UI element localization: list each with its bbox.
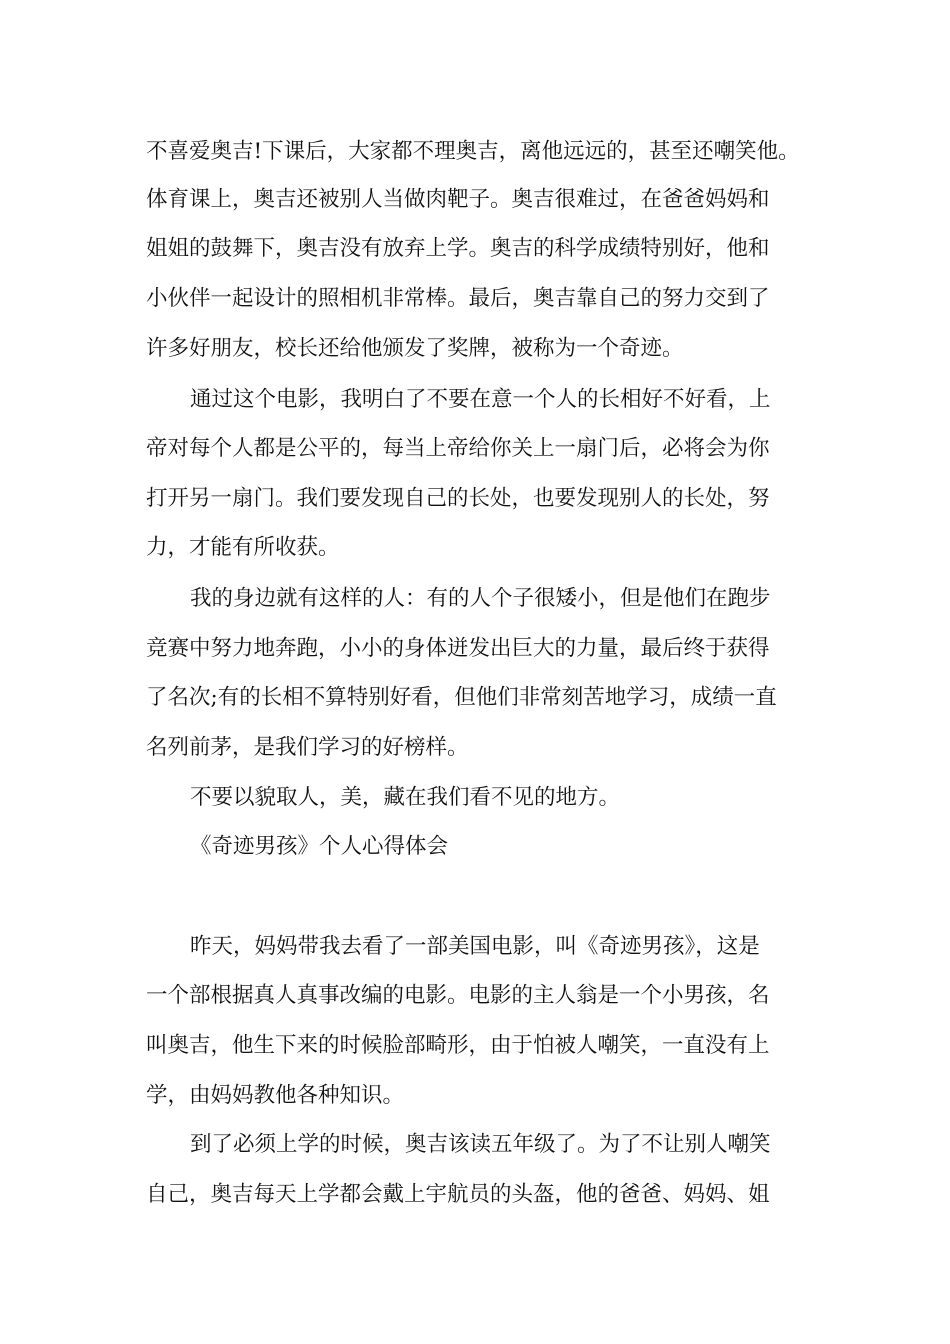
- paragraph-start-line: 通过这个电影，我明白了不要在意一个人的长相好不好看，上: [190, 387, 771, 412]
- body-line: 学，由妈妈教他各种知识。: [146, 1083, 405, 1108]
- paragraph-start-line: 我的身边就有这样的人：有的人个子很矮小，但是他们在跑步: [190, 586, 771, 611]
- body-line: 许多好朋友，校长还给他颁发了奖牌，被称为一个奇迹。: [146, 336, 684, 361]
- body-line: 了名次;有的长相不算特别好看，但他们非常刻苦地学习，成绩一直: [146, 685, 777, 710]
- paragraph-start-line: 不要以貌取人，美，藏在我们看不见的地方。: [190, 785, 621, 810]
- body-line: 自己，奥吉每天上学都会戴上宇航员的头盔，他的爸爸、妈妈、姐: [146, 1182, 770, 1207]
- body-line: 姐姐的鼓舞下，奥吉没有放弃上学。奥吉的科学成绩特别好，他和: [146, 236, 770, 261]
- body-line: 小伙伴一起设计的照相机非常棒。最后，奥吉靠自己的努力交到了: [146, 286, 770, 311]
- body-line: 帝对每个人都是公平的，每当上帝给你关上一扇门后，必将会为你: [146, 436, 770, 461]
- body-line: 一个部根据真人真事改编的电影。电影的主人翁是一个小男孩，名: [146, 983, 770, 1008]
- body-line: 力，才能有所收获。: [146, 535, 340, 560]
- body-line: 竞赛中努力地奔跑，小小的身体迸发出巨大的力量，最后终于获得: [146, 636, 770, 661]
- paragraph-start-line: 到了必须上学的时候，奥吉该读五年级了。为了不让别人嘲笑: [190, 1132, 771, 1157]
- body-line: 体育课上，奥吉还被别人当做肉靶子。奥吉很难过，在爸爸妈妈和: [146, 187, 770, 212]
- paragraph-start-line: 昨天，妈妈带我去看了一部美国电影，叫《奇迹男孩》，这是: [190, 934, 760, 959]
- body-line: 打开另一扇门。我们要发现自己的长处，也要发现别人的长处，努: [146, 486, 770, 511]
- body-line: 不喜爱奥吉!下课后，大家都不理奥吉，离他远远的，甚至还嘲笑他。: [146, 139, 800, 164]
- body-line: 叫奥吉，他生下来的时候脸部畸形，由于怕被人嘲笑，一直没有上: [146, 1033, 770, 1058]
- section-title: 《奇迹男孩》个人心得体会: [190, 834, 449, 859]
- body-line: 名列前茅，是我们学习的好榜样。: [146, 735, 469, 760]
